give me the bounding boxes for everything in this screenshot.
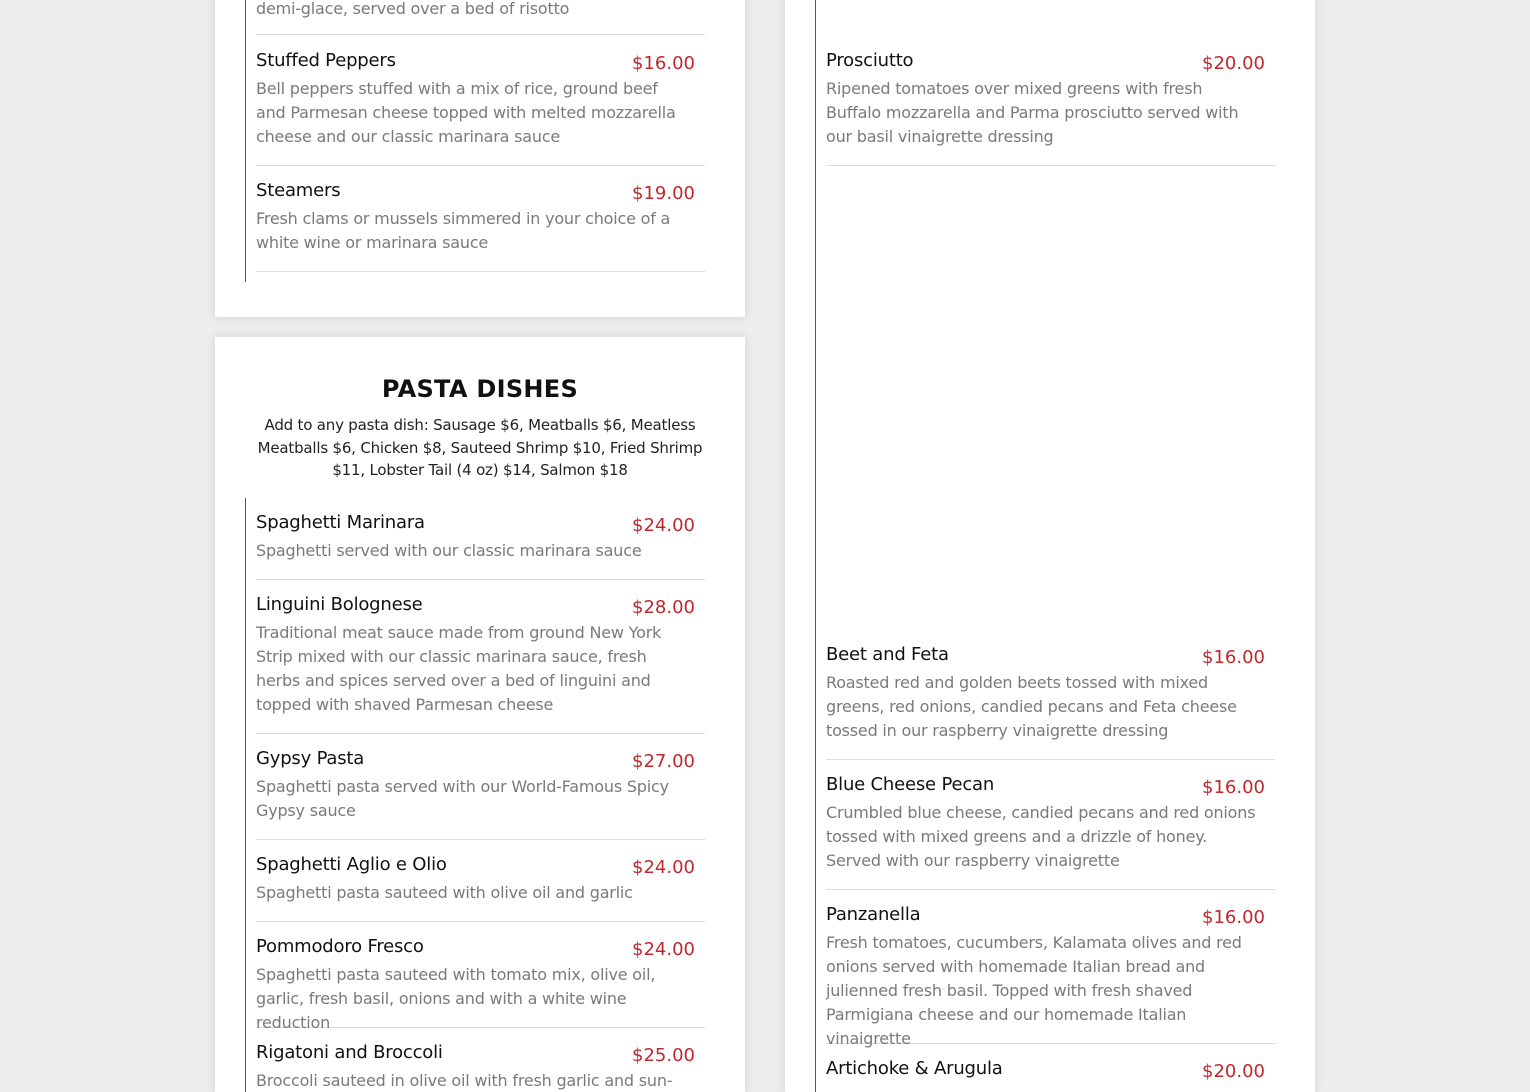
item-price: $24.00 — [632, 515, 695, 536]
item-name: Beet and Feta — [826, 644, 949, 665]
item-description: Fresh clams or mussels simmered in your choice of a white wine or marinara sauce — [256, 209, 671, 252]
item-description: Roasted red and golden beets tossed with mixed greens, red onions, candied pecans and Feta cheese tossed in our raspberry vinaigrette dressing — [826, 673, 1237, 740]
item-description: Crumbled blue cheese, candied pecans and red onions tossed with mixed greens and a drizzle of honey. Served with our raspberry vinaigrette — [826, 803, 1256, 870]
menu-item — [256, 0, 705, 35]
salads-card — [785, 0, 1315, 1092]
menu-item-spaghetti-aglio-e-olio — [256, 853, 705, 922]
item-price: $16.00 — [1202, 647, 1265, 668]
item-price: $19.00 — [632, 183, 695, 204]
pasta-dishes-card — [215, 337, 745, 1092]
accent-rail — [245, 0, 246, 282]
menu-item-steamers — [256, 179, 705, 272]
item-name: Pommodoro Fresco — [256, 936, 424, 957]
item-name: Artichoke & Arugula — [826, 1058, 1003, 1079]
item-price: $27.00 — [632, 751, 695, 772]
item-price: $20.00 — [1202, 53, 1265, 74]
item-description: Ripened tomatoes over mixed greens with fresh Buffalo mozzarella and Parma prosciutto served with our basil vinaigrette dressing — [826, 79, 1239, 146]
item-description: Broccoli sauteed in olive oil with fresh garlic and sun- — [256, 1071, 673, 1090]
item-price: $16.00 — [1202, 777, 1265, 798]
item-name: Steamers — [256, 180, 341, 201]
item-name: Stuffed Peppers — [256, 50, 396, 71]
menu-item-panzanella — [826, 903, 1275, 1048]
accent-rail — [815, 0, 816, 1092]
menu-item-prosciutto — [826, 49, 1275, 166]
menu-item-spaghetti-marinara — [256, 511, 705, 580]
section-note: Add to any pasta dish: Sausage $6, Meatballs $6, Meatless Meatballs $6, Chicken $8, Sauteed Shrimp $10, Fried Shrimp $11, Lobster Tail (4 oz) $14, Salmon $18 — [257, 416, 703, 479]
item-name: Spaghetti Aglio e Olio — [256, 854, 447, 875]
item-price: $24.00 — [632, 939, 695, 960]
appetizers-card — [215, 0, 745, 317]
item-price: $24.00 — [632, 857, 695, 878]
menu-item-blue-cheese-pecan — [826, 773, 1275, 890]
item-description: demi-glace, served over a bed of risotto — [256, 0, 570, 18]
item-description: Spaghetti pasta sauteed with tomato mix, olive oil, garlic, fresh basil, onions and with a white wine reduction — [256, 965, 656, 1032]
accent-rail — [245, 498, 246, 1092]
item-description: Traditional meat sauce made from ground New York Strip mixed with our classic marinara sauce, fresh herbs and spices served over a bed of linguini and topped with shaved Parmesan cheese — [256, 623, 662, 714]
item-description: Fresh tomatoes, cucumbers, Kalamata olives and red onions served with homemade Italian bread and julienned fresh basil. Topped with fresh shaved Parmigiana cheese and our homemade Italian vinaigrette — [826, 933, 1242, 1048]
item-price: $16.00 — [632, 53, 695, 74]
menu-item-beet-and-feta — [826, 643, 1275, 760]
item-price: $16.00 — [1202, 907, 1265, 928]
menu-item-pommodoro-fresco — [256, 935, 705, 1032]
item-description: Bell peppers stuffed with a mix of rice, ground beef and Parmesan cheese topped with melted mozzarella cheese and our classic marinara sauce — [256, 79, 676, 146]
item-name: Prosciutto — [826, 50, 914, 71]
menu-item-rigatoni-and-broccoli — [256, 1041, 705, 1092]
menu-item-gypsy-pasta — [256, 747, 705, 840]
menu-item-linguini-bolognese — [256, 593, 705, 734]
item-name: Spaghetti Marinara — [256, 512, 425, 533]
menu-item-stuffed-peppers — [256, 49, 705, 166]
item-name: Blue Cheese Pecan — [826, 774, 995, 795]
item-description: Spaghetti pasta sauteed with olive oil and garlic — [256, 883, 633, 902]
item-name: Linguini Bolognese — [256, 594, 423, 615]
item-name: Panzanella — [826, 904, 921, 925]
section-title: PASTA DISHES — [381, 375, 579, 403]
item-name: Rigatoni and Broccoli — [256, 1042, 443, 1063]
item-name: Gypsy Pasta — [256, 748, 365, 769]
item-price: $25.00 — [632, 1045, 695, 1066]
item-price: $20.00 — [1202, 1061, 1265, 1082]
item-description: Spaghetti pasta served with our World-Famous Spicy Gypsy sauce — [256, 777, 669, 820]
item-price: $28.00 — [632, 597, 695, 618]
item-description: Spaghetti served with our classic marinara sauce — [256, 541, 642, 560]
menu-item-artichoke-and-arugula — [826, 1057, 1275, 1092]
